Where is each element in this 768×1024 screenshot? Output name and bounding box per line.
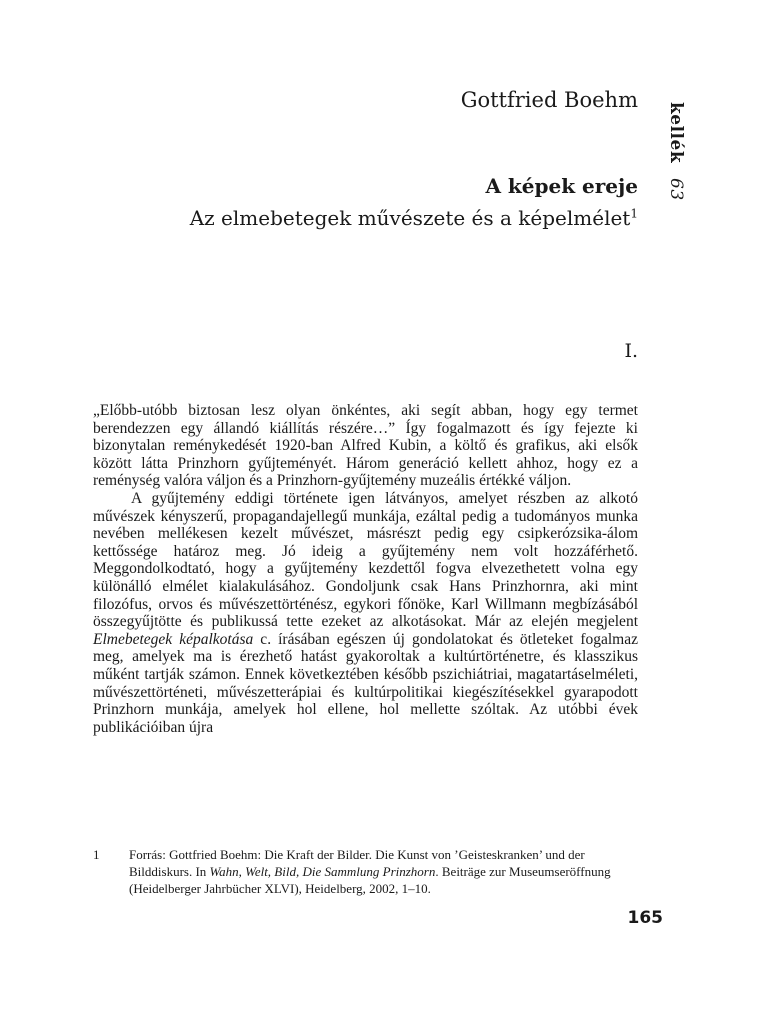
paragraph-2-book-title: Elmebetegek képalkotása (93, 630, 254, 648)
title-subtitle-line (190, 202, 638, 234)
page-number: 165 (627, 908, 663, 928)
article-title (190, 170, 638, 234)
journal-name: kellék (666, 102, 686, 164)
paragraph-1: „Előbb-utóbb biztosan lesz olyan önkéntes, aki segít abban, hogy egy termet berendezzen egy állandó kiállítás részére…” Így fogalmazott és így fejezte ki bizonytalan reménykedését 1920-ban Alfred Kubin, a költő és grafikus, aki elsők között látta Prinzhorn gyűjteményét. Három generáció kellett ahhoz, hogy ez a reménység valóra váljon és a Prinzhorn-gyűjtemény muzeális értékké váljon. (93, 402, 638, 490)
section-heading: I. (624, 340, 638, 362)
journal-issue: 63 (666, 177, 686, 201)
paragraph-2-part-a: A gyűjtemény eddigi története igen látványos, amelyet részben az alkotó művészek kényszerű, propagandajellegű munkája, ezáltal pedig a tudományos munka nevében mellékesen kezelt művészet, másrészt pedig egy csipkerózsika-álom kettőssége határoz meg. Jó ideig a gyűjtemény nem volt hozzáférhető. Meggondolkodtató, hogy a gyűjtemény kezdettől fogva elvezethetett volna egy különálló elmélet kialakulásához. Gondoljunk csak Hans Prinzhornra, aki mint filozófus, orvos és művészettörténész, egykori főnöke, Karl Willmann megbízásából összegyűjtötte és publikussá tette ezeket az alkotásokat. Már az elején megjelent (93, 489, 638, 631)
paragraph-2 (93, 490, 638, 736)
paragraph-2-part-b: c. írásában egészen új gondolatokat és ötleteket fogalmaz meg, amelyek ma is érezhető hatást gyakoroltak a kultúrtörténetre, és klasszikus műként tartják számon. Ennek következtében később pszichiátriai, magatartáselméleti, művészettörténeti, művészetterápiai és kultúrpolitikai kiegészítésekkel gyarapodott Prinzhorn munkája, amelyek hol ellene, hol mellette szóltak. Az utóbbi évek publikációiban újra (93, 630, 638, 736)
title-subtitle: Az elmebetegek művészete és a képelmélet (189, 206, 631, 230)
footnote-number: 1 (93, 847, 100, 862)
title-main: A képek ereje (485, 174, 638, 198)
journal-running-head (666, 102, 686, 200)
title-footnote-ref[interactable]: 1 (630, 206, 638, 221)
footnote-text-b: . Beiträge zur Museumseröffnung (Heidelberger Jahrbücher XLVI), Heidelberg, 2002, 1–10. (129, 864, 611, 896)
footnote (93, 846, 638, 897)
footnote-text (129, 846, 638, 897)
footnote-source-title: Wahn, Welt, Bild, Die Sammlung Prinzhorn (209, 864, 436, 879)
body-text (93, 402, 638, 736)
author-name: Gottfried Boehm (460, 88, 638, 112)
footnote-text-a: Forrás: Gottfried Boehm: Die Kraft der Bilder. Die Kunst von ’Geisteskranken’ und der Bilddiskurs. In (129, 847, 585, 879)
